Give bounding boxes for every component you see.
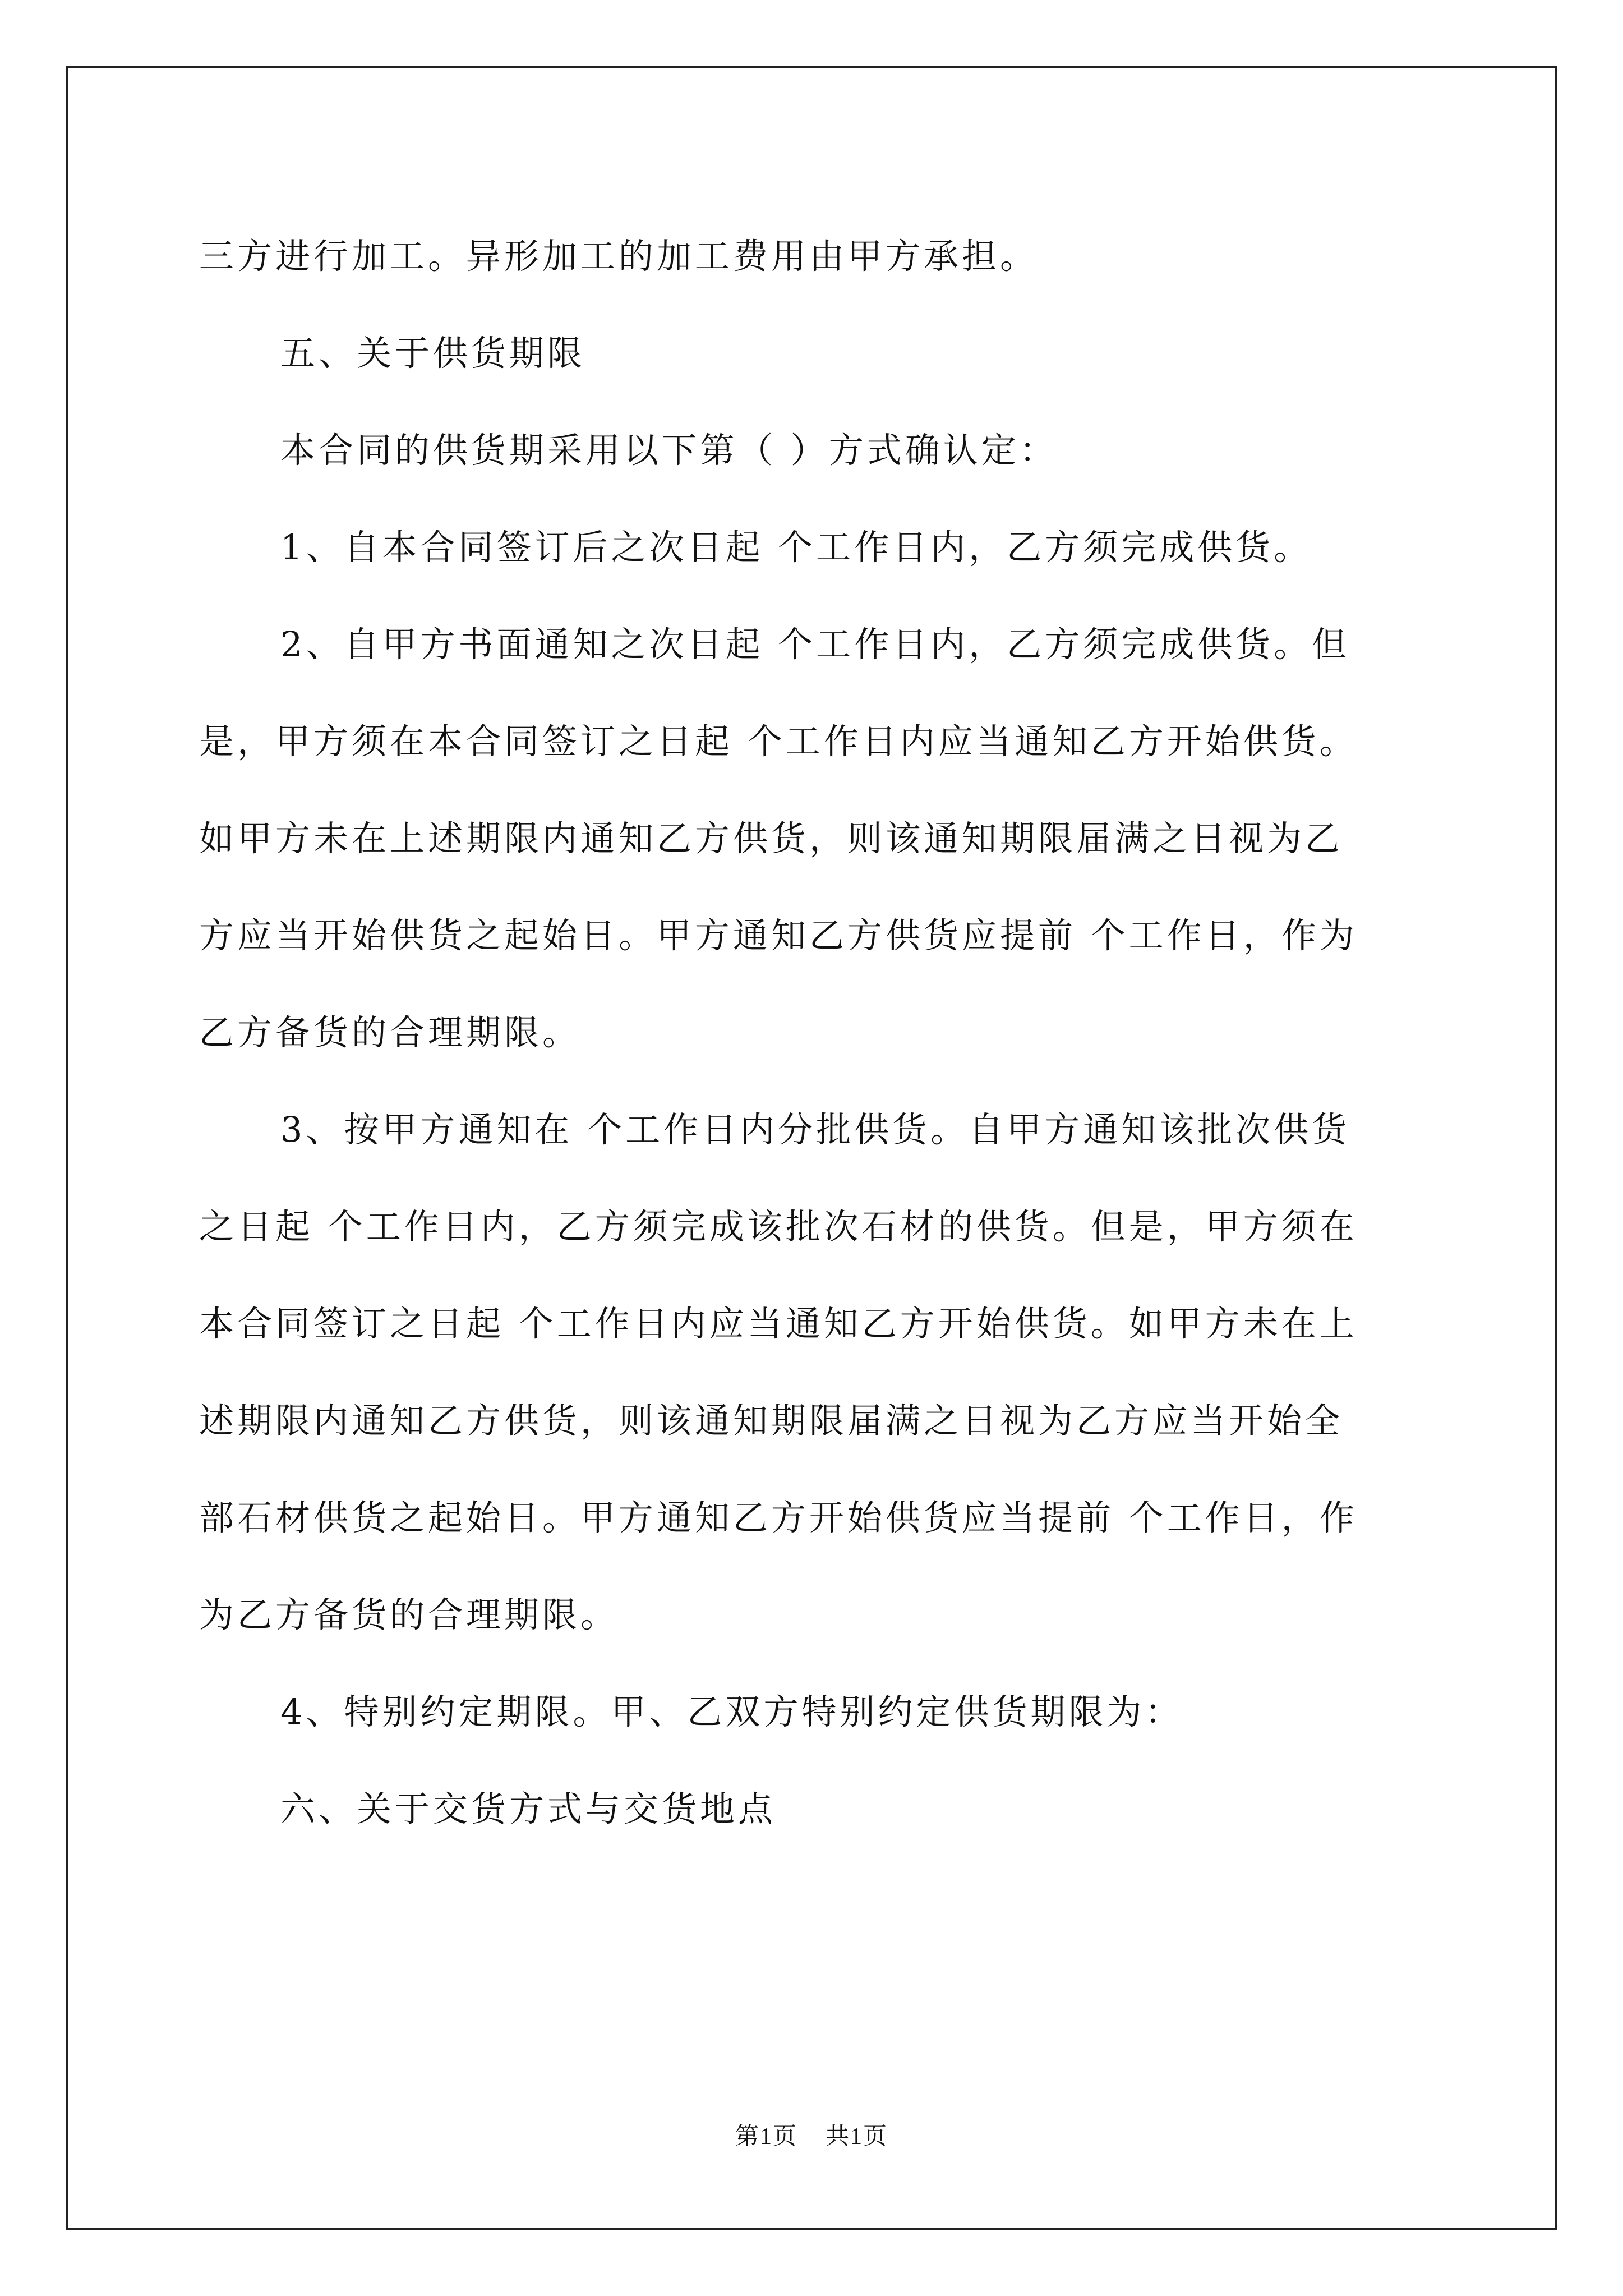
- text-line: 是，甲方须在本合同签订之日起 个工作日内应当通知乙方开始供货。: [199, 721, 1358, 762]
- text-line: 述期限内通知乙方供货，则该通知期限届满之日视为乙方应当开始全: [199, 1400, 1344, 1441]
- text-line: 本合同的供货期采用以下第（ ）方式确认定：: [280, 430, 1058, 471]
- text-line: 本合同签订之日起 个工作日内应当通知乙方开始供货。如甲方未在上: [199, 1303, 1358, 1344]
- section-heading: 五、关于供货期限: [280, 333, 586, 374]
- document-body: [199, 208, 1444, 1857]
- text-line: 4、特别约定期限。甲、乙双方特别约定供货期限为：: [280, 1691, 1183, 1732]
- text-line: 三方进行加工。异形加工的加工费用由甲方承担。: [199, 236, 1039, 277]
- text-line: 之日起 个工作日内，乙方须完成该批次石材的供货。但是，甲方须在: [199, 1206, 1358, 1247]
- page-total: 共1页: [826, 2124, 888, 2150]
- page-footer: [0, 2118, 1623, 2151]
- text-line: 2、自甲方书面通知之次日起 个工作日内，乙方须完成供货。但: [280, 624, 1350, 665]
- text-line: 部石材供货之起始日。甲方通知乙方开始供货应当提前 个工作日，作: [199, 1497, 1358, 1538]
- text-line: 乙方备货的合理期限。: [199, 1012, 581, 1053]
- text-line: 如甲方未在上述期限内通知乙方供货，则该通知期限届满之日视为乙: [199, 818, 1344, 859]
- text-line: 为乙方备货的合理期限。: [199, 1594, 619, 1635]
- text-line: 3、按甲方通知在 个工作日内分批供货。自甲方通知该批次供货: [280, 1109, 1350, 1150]
- text-line: 方应当开始供货之起始日。甲方通知乙方供货应提前 个工作日，作为: [199, 915, 1358, 956]
- section-heading: 六、关于交货方式与交货地点: [280, 1788, 777, 1829]
- page-number: 第1页: [735, 2124, 797, 2150]
- text-line: 1、自本合同签订后之次日起 个工作日内，乙方须完成供货。: [280, 527, 1312, 568]
